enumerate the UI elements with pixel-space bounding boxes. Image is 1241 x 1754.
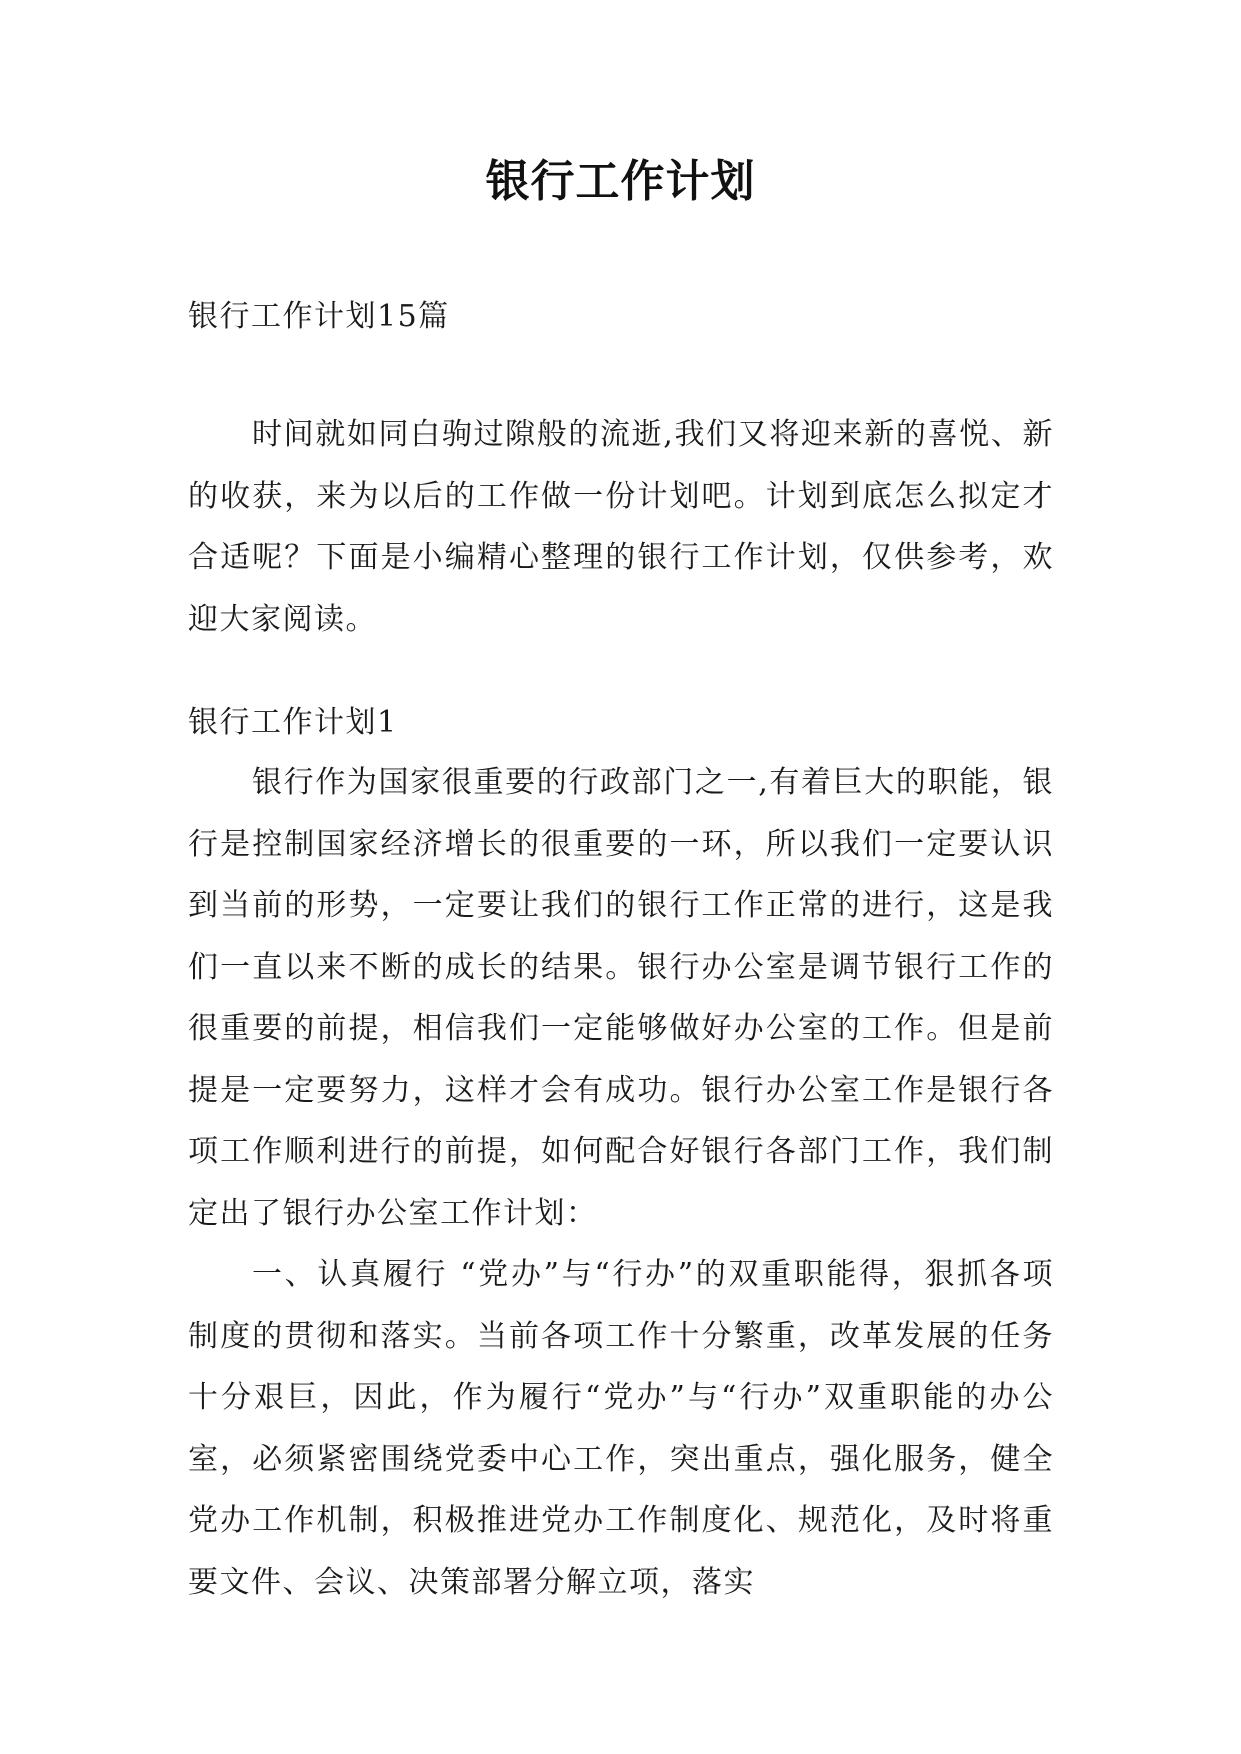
body-paragraph: 一、认真履行 “党办”与“行办”的双重职能得，狠抓各项制度的贯彻和落实。当前各项工作十分繁重，改革发展的任务十分艰巨，因此，作为履行“党办”与“行办”双重职能的办公室，必须紧密围绕党委中心工作，突出重点，强化服务，健全党办工作机制，积极推进党办工作制度化、规范化，及时将重要文件、会议、决策部署分解立项，落实 xyxy=(188,1257,1054,1600)
intro-paragraph: 时间就如同白驹过隙般的流逝,我们又将迎来新的喜悦、新的收获，来为以后的工作做一份计划吧。计划到底怎么拟定才合适呢？下面是小编精心整理的银行工作计划，仅供参考，欢迎大家阅读。 xyxy=(188,417,1054,637)
section-title: 银行工作计划1 xyxy=(188,705,398,740)
intro-block xyxy=(188,404,1054,650)
section-heading-block xyxy=(188,692,1054,754)
document-subtitle: 银行工作计划15篇 xyxy=(188,299,450,334)
document-title: 银行工作计划 xyxy=(485,156,756,207)
body-paragraph: 银行作为国家很重要的行政部门之一,有着巨大的职能，银行是控制国家经济增长的很重要的一环，所以我们一定要认识到当前的形势，一定要让我们的银行工作正常的进行，这是我们一直以来不断的成长的结果。银行办公室是调节银行工作的很重要的前提，相信我们一定能够做好办公室的工作。但是前提是一定要努力，这样才会有成功。银行办公室工作是银行各项工作顺利进行的前提，如何配合好银行各部门工作，我们制定出了银行办公室工作计划： xyxy=(188,765,1054,1231)
section-body xyxy=(188,752,1054,1613)
subtitle-block xyxy=(188,286,1054,348)
